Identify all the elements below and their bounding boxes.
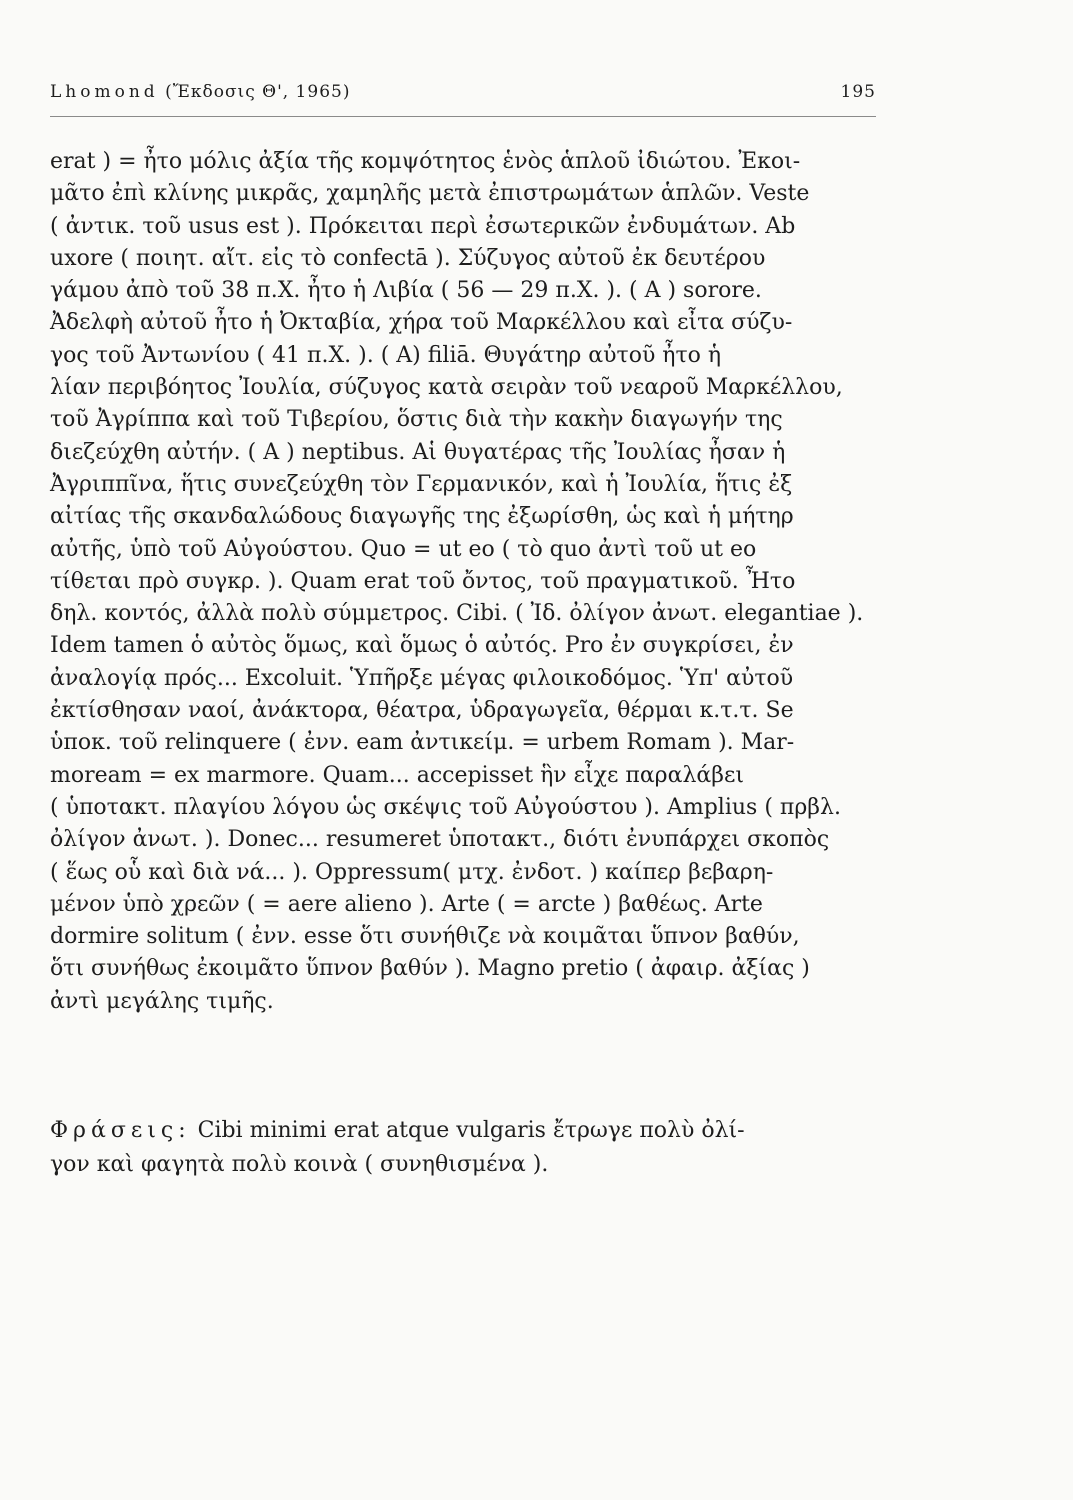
text-line: ἀναλογίᾳ πρός... Excoluit. Ὑπῆρξε μέγας φιλοικοδόμος. Ὑπ' αὐτοῦ	[50, 665, 794, 691]
text-line: μένον ὑπὸ χρεῶν ( = aere alieno ). Arte ( = arcte ) βαθέως. Arte	[50, 891, 763, 917]
text-line: ὑποκ. τοῦ relinquere ( ἐνν. eam ἀντικείμ. = urbem Romam ). Mar-	[50, 730, 795, 756]
text-line: γος τοῦ Ἀντωνίου ( 41 π.Χ. ). ( A) filiā. Θυγάτηρ αὐτοῦ ἦτο ἡ	[50, 342, 722, 368]
text-line: γάμου ἀπὸ τοῦ 38 π.Χ. ἦτο ἡ Λιβία ( 56 — 29 π.Χ. ). ( A ) sorore.	[50, 278, 762, 304]
text-line: ἐκτίσθησαν ναοί, ἀνάκτορα, θέατρα, ὑδραγωγεῖα, θέρμαι κ.τ.τ. Se	[50, 698, 794, 724]
text-line: Ἀγριππῖνα, ἥτις συνεζεύχθη τὸν Γερμανικόν, καὶ ἡ Ἰουλία, ἥτις ἐξ	[50, 471, 793, 497]
header-edition: (Ἔκδοσις Θ', 1965)	[165, 82, 351, 102]
text-line: Idem tamen ὁ αὐτὸς ὅμως, καὶ ὅμως ὁ αὐτός. Pro ἐν συγκρίσει, ἐν	[50, 633, 794, 659]
text-line: λίαν περιβόητος Ἰουλία, σύζυγος κατὰ σειρὰν τοῦ νεαροῦ Μαρκέλλου,	[50, 375, 843, 401]
text-line: ( ὑποτακτ. πλαγίου λόγου ὡς σκέψις τοῦ Αὐγούστου ). Amplius ( πρβλ.	[50, 794, 841, 820]
header-title	[50, 82, 350, 102]
text-line: αὐτῆς, ὑπὸ τοῦ Αὐγούστου. Quo = ut eo ( τὸ quo ἀντὶ τοῦ ut eo	[50, 536, 757, 562]
commentary-body	[50, 146, 890, 1018]
text-line: moream = ex marmore. Quam... accepisset ἣν εἶχε παραλάβει	[50, 762, 745, 788]
header-rule	[50, 116, 876, 117]
text-line: uxore ( ποιητ. αἴτ. εἰς τὸ confectā ). Σύζυγος αὐτοῦ ἐκ δευτέρου	[50, 245, 766, 271]
phrases-section	[50, 1114, 890, 1182]
text-line: ὅτι συνήθως ἐκοιμᾶτο ὕπνον βαθύν ). Magno pretio ( ἀφαιρ. ἀξίας )	[50, 956, 810, 982]
text-line: ( ἕως οὗ καὶ διὰ νά... ). Oppressum( μτχ. ἐνδοτ. ) καίπερ βεβαρη-	[50, 859, 774, 885]
phrases-line: γον καὶ φαγητὰ πολὺ κοινὰ ( συνηθισμένα ).	[50, 1152, 549, 1177]
phrases-label: Φράσεις:	[50, 1118, 191, 1143]
text-line: τοῦ Ἀγρίππα καὶ τοῦ Τιβερίου, ὅστις διὰ τὴν κακὴν διαγωγήν της	[50, 407, 783, 433]
text-line: ( ἀντικ. τοῦ usus est ). Πρόκειται περὶ ἐσωτερικῶν ἐνδυμάτων. Ab	[50, 213, 796, 239]
text-line: ἀντὶ μεγάλης τιμῆς.	[50, 988, 274, 1014]
text-line: τίθεται πρὸ συγκρ. ). Quam erat τοῦ ὄντος, τοῦ πραγματικοῦ. Ἦτο	[50, 568, 796, 594]
phrases-line	[50, 1114, 890, 1148]
text-line: Ἀδελφὴ αὐτοῦ ἦτο ἡ Ὀκταβία, χήρα τοῦ Μαρκέλλου καὶ εἶτα σύζυ-	[50, 310, 793, 336]
text-line: αἰτίας τῆς σκανδαλώδους διαγωγῆς της ἐξωρίσθη, ὡς καὶ ἡ μήτηρ	[50, 504, 794, 530]
text-line: διεζεύχθη αὐτήν. ( A ) neptibus. Αἱ θυγατέρας τῆς Ἰουλίας ἦσαν ἡ	[50, 439, 786, 465]
phrases-text: Cibi minimi erat atque vulgaris ἔτρωγε πολὺ ὀλί-	[197, 1118, 745, 1143]
text-line: erat ) = ἦτο μόλις ἀξία τῆς κομψότητος ἑνὸς ἁπλοῦ ἰδιώτου. Ἐκοι-	[50, 149, 801, 174]
header-author: Lhomond	[50, 82, 159, 102]
text-line: dormire solitum ( ἐνν. esse ὅτι συνήθιζε νὰ κοιμᾶται ὕπνον βαθύν,	[50, 924, 800, 950]
page-number: 195	[840, 82, 876, 102]
text-line: δηλ. κοντός, ἀλλὰ πολὺ σύμμετρος. Cibi. ( Ἰδ. ὀλίγον ἀνωτ. elegantiae ).	[50, 601, 864, 627]
running-header	[50, 82, 876, 112]
text-line: μᾶτο ἐπὶ κλίνης μικρᾶς, χαμηλῆς μετὰ ἐπιστρωμάτων ἁπλῶν. Veste	[50, 181, 810, 207]
text-line: ὀλίγον ἀνωτ. ). Donec... resumeret ὑποτακτ., διότι ἐνυπάρχει σκοπὸς	[50, 827, 830, 853]
